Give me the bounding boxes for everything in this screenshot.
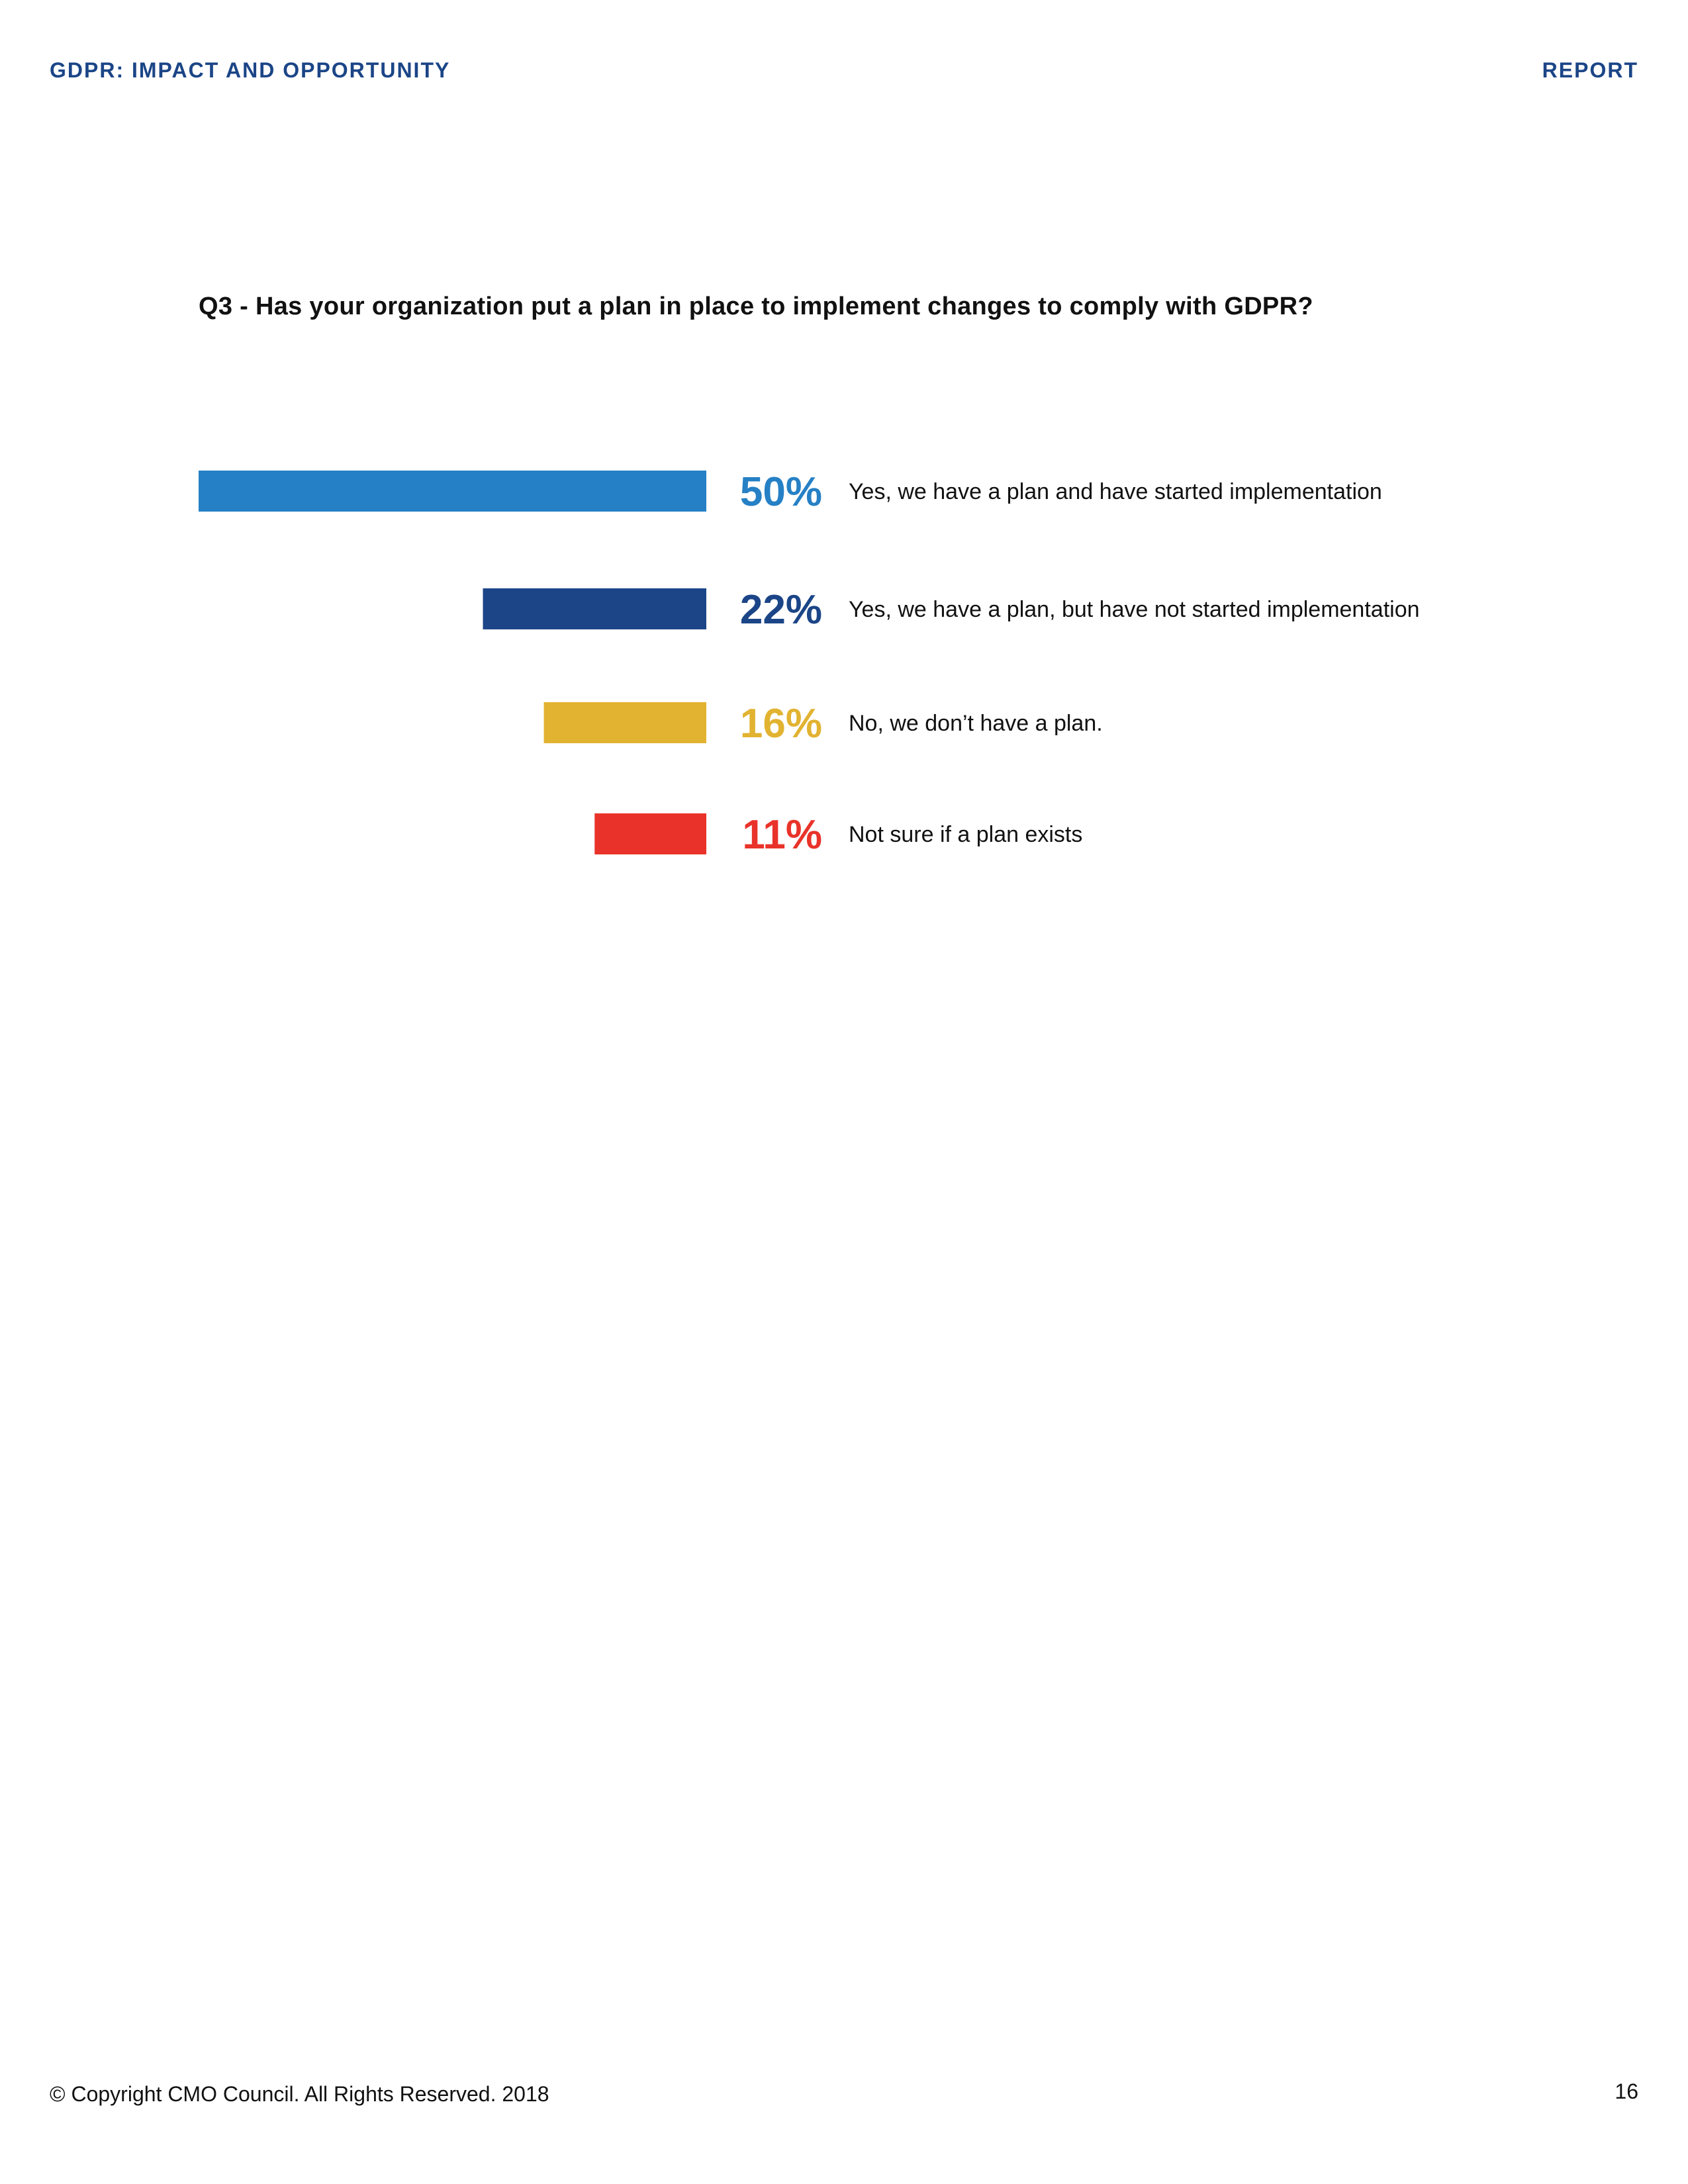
bar-4 [594, 813, 706, 854]
category-label-2: Yes, we have a plan, but have not started implementation [849, 597, 1420, 622]
category-label-3: No, we don’t have a plan. [849, 711, 1103, 736]
bar-1 [199, 471, 706, 512]
value-label-2: 22% [739, 587, 822, 633]
value-label-1: 50% [739, 469, 822, 515]
bar-3 [544, 702, 706, 743]
page-number: 16 [1615, 2079, 1638, 2103]
bar-2 [483, 588, 706, 629]
report-title: GDPR: IMPACT AND OPPORTUNITY [50, 58, 451, 82]
value-label-4: 11% [742, 812, 822, 858]
copyright-text: © Copyright CMO Council. All Rights Reserved. 2018 [50, 2082, 549, 2106]
category-label-4: Not sure if a plan exists [849, 822, 1083, 847]
report-label: REPORT [1542, 58, 1638, 82]
question-title: Q3 - Has your organization put a plan in place to implement changes to comply with GDPR? [199, 293, 1313, 320]
category-label-1: Yes, we have a plan and have started implementation [849, 479, 1382, 504]
bar-chart [0, 0, 1688, 927]
value-label-3: 16% [739, 701, 822, 747]
